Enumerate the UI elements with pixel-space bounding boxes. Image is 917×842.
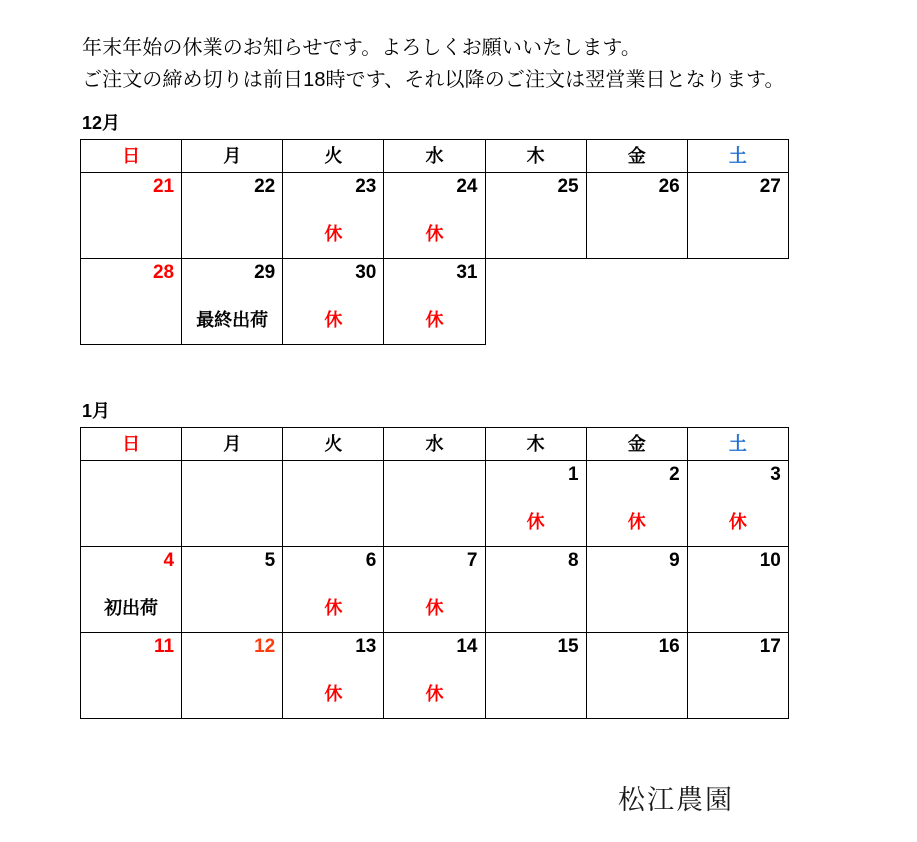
calendar-day-cell xyxy=(283,173,384,259)
weekday-header-1: 日 xyxy=(81,428,182,461)
day-number: 4 xyxy=(163,550,175,571)
notice-line-1: 年末年始の休業のお知らせです。よろしくお願いいたします。 xyxy=(82,37,641,59)
closed-note: 休 xyxy=(324,310,343,330)
calendar-header-january xyxy=(81,428,789,461)
weekday-header-2: 月 xyxy=(182,140,283,173)
calendar-body-december xyxy=(81,173,789,345)
day-number: 10 xyxy=(759,550,781,571)
weekday-header-5: 木 xyxy=(485,428,586,461)
calendar-day-cell xyxy=(81,547,182,633)
day-number: 8 xyxy=(568,550,579,571)
day-number: 28 xyxy=(152,262,175,283)
weekday-header-row xyxy=(81,140,789,173)
day-number: 16 xyxy=(658,636,680,657)
calendar-day-cell xyxy=(586,633,687,719)
weekday-header-3: 火 xyxy=(283,140,384,173)
notice-text-block xyxy=(82,32,842,96)
day-number: 13 xyxy=(355,636,377,657)
closed-note: 休 xyxy=(526,512,545,532)
calendar-day-cell xyxy=(485,461,586,547)
closed-note: 休 xyxy=(425,598,444,618)
calendar-day-cell xyxy=(687,461,788,547)
weekday-header-7: 土 xyxy=(687,428,788,461)
calendar-cell-empty xyxy=(687,259,788,345)
calendar-week-row xyxy=(81,547,789,633)
weekday-header-5: 木 xyxy=(485,140,586,173)
calendar-week-row xyxy=(81,259,789,345)
day-number: 3 xyxy=(770,464,781,485)
closed-note: 休 xyxy=(324,598,343,618)
calendar-day-cell-blank xyxy=(182,461,283,547)
calendar-week-row xyxy=(81,173,789,259)
calendar-day-cell xyxy=(81,259,182,345)
shipping-note: 初出荷 xyxy=(104,598,159,618)
closed-note: 休 xyxy=(728,512,747,532)
calendar-day-cell xyxy=(81,633,182,719)
calendar-day-cell xyxy=(485,633,586,719)
month-label-december: 12月 xyxy=(82,113,121,133)
calendar-day-cell xyxy=(182,547,283,633)
calendar-day-cell-blank xyxy=(81,461,182,547)
calendar-day-cell xyxy=(283,633,384,719)
weekday-header-3: 火 xyxy=(283,428,384,461)
day-number: 31 xyxy=(456,262,478,283)
day-number: 7 xyxy=(466,550,478,571)
weekday-header-6: 金 xyxy=(586,428,687,461)
closed-note: 休 xyxy=(324,224,343,244)
day-number: 30 xyxy=(355,262,377,283)
closed-note: 休 xyxy=(627,512,646,532)
day-number: 26 xyxy=(658,176,680,197)
calendar-day-cell xyxy=(384,259,485,345)
weekday-header-4: 水 xyxy=(384,140,485,173)
calendar-day-cell xyxy=(182,259,283,345)
notice-line-2: ご注文の締め切りは前日18時です、それ以降のご注文は翌営業日となります。 xyxy=(82,69,785,91)
day-number: 29 xyxy=(254,262,276,283)
calendar-day-cell xyxy=(384,547,485,633)
calendar-day-cell-blank xyxy=(384,461,485,547)
calendar-day-cell xyxy=(687,547,788,633)
calendar-day-cell xyxy=(586,173,687,259)
closed-note: 休 xyxy=(425,224,444,244)
calendar-day-cell xyxy=(283,259,384,345)
day-number: 14 xyxy=(456,636,478,657)
calendar-body-january xyxy=(81,461,789,719)
day-number: 17 xyxy=(759,636,781,657)
calendar-table-january xyxy=(80,427,789,719)
day-number: 2 xyxy=(669,464,680,485)
closed-note: 休 xyxy=(425,684,444,704)
weekday-header-6: 金 xyxy=(586,140,687,173)
month-block-january xyxy=(80,400,788,719)
day-number: 15 xyxy=(557,636,579,657)
shipping-note: 最終出荷 xyxy=(196,310,269,330)
calendar-day-cell xyxy=(586,547,687,633)
calendar-week-row xyxy=(81,461,789,547)
day-number: 9 xyxy=(669,550,680,571)
day-number: 25 xyxy=(557,176,579,197)
day-number: 27 xyxy=(759,176,781,197)
month-label-january: 1月 xyxy=(82,401,111,421)
weekday-header-1: 日 xyxy=(81,140,182,173)
month-block-december xyxy=(80,112,788,345)
day-number: 1 xyxy=(568,464,579,485)
day-number: 22 xyxy=(254,176,276,197)
weekday-header-4: 水 xyxy=(384,428,485,461)
calendar-cell-empty xyxy=(586,259,687,345)
day-number: 24 xyxy=(456,176,478,197)
calendar-day-cell xyxy=(687,173,788,259)
calendar-day-cell xyxy=(586,461,687,547)
weekday-header-2: 月 xyxy=(182,428,283,461)
company-signature: 松江農園 xyxy=(618,785,734,815)
closed-note: 休 xyxy=(324,684,343,704)
calendar-day-cell xyxy=(384,633,485,719)
day-number: 11 xyxy=(154,636,175,657)
day-number: 23 xyxy=(355,176,377,197)
day-number: 5 xyxy=(264,550,276,571)
day-number: 21 xyxy=(152,176,175,197)
calendar-cell-empty xyxy=(485,259,586,345)
calendar-day-cell-blank xyxy=(283,461,384,547)
day-number: 6 xyxy=(365,550,377,571)
day-number: 12 xyxy=(254,636,276,657)
calendar-day-cell xyxy=(81,173,182,259)
calendar-day-cell xyxy=(384,173,485,259)
calendar-header-december xyxy=(81,140,789,173)
calendar-day-cell xyxy=(182,173,283,259)
calendar-table-december xyxy=(80,139,789,345)
calendar-day-cell xyxy=(182,633,283,719)
calendar-day-cell xyxy=(485,547,586,633)
weekday-header-row xyxy=(81,428,789,461)
weekday-header-7: 土 xyxy=(687,140,788,173)
calendar-day-cell xyxy=(485,173,586,259)
calendar-day-cell xyxy=(283,547,384,633)
calendar-day-cell xyxy=(687,633,788,719)
calendar-week-row xyxy=(81,633,789,719)
closed-note: 休 xyxy=(425,310,444,330)
